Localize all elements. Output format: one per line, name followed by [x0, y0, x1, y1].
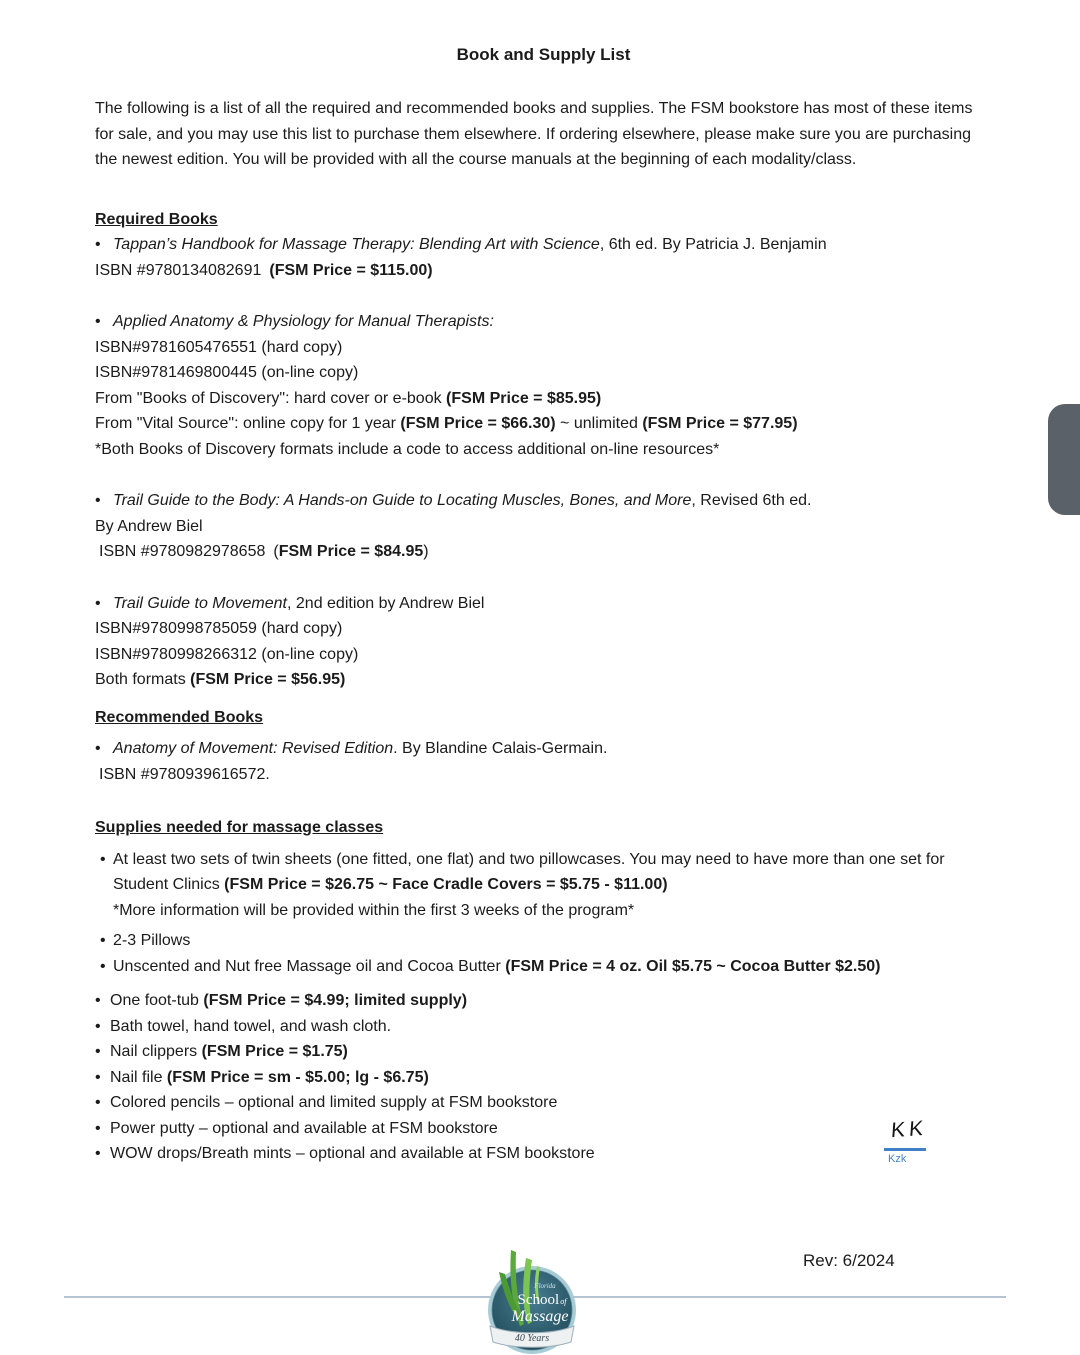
book-entry: [95, 309, 992, 462]
book-title-rest: , Revised 6th ed.: [691, 492, 812, 509]
book-title-line: [95, 591, 992, 617]
vendor-text: ~ unlimited: [555, 415, 643, 432]
document-content: [95, 44, 992, 1167]
bullet-marker: •: [95, 313, 101, 330]
book-title-line: [95, 488, 992, 514]
list-item-foottub: [95, 988, 992, 1014]
price-text: (FSM Price = $4.99; limited supply): [203, 992, 468, 1009]
book-entry: [95, 232, 992, 283]
book-title-rest: . By Blandine Calais-Germain.: [393, 740, 608, 757]
bullet-marker: •: [95, 1017, 101, 1035]
supply-text: WOW drops/Breath mints – optional and available at FSM bookstore: [110, 1145, 595, 1162]
logo-text-florida: Florida: [534, 1282, 556, 1290]
price-text: (FSM Price = $1.75): [201, 1043, 348, 1060]
author-line: By Andrew Biel: [95, 517, 203, 535]
price-text: (FSM Price = $77.95): [642, 415, 798, 432]
signature-stamp-label: Kzk: [888, 1152, 907, 1165]
vendor-line: [95, 411, 992, 437]
list-item-pillows: [95, 928, 992, 954]
supply-note: *More information will be provided within the first 3 weeks of the program*: [113, 901, 635, 919]
book-entry: [95, 591, 992, 693]
page-title: Book and Supply List: [456, 45, 631, 64]
isbn-line: [95, 539, 992, 565]
bullet-marker: •: [100, 957, 106, 975]
scrollbar-thumb[interactable]: [1048, 404, 1080, 515]
supply-text: Power putty – optional and available at FSM bookstore: [110, 1119, 498, 1137]
book-title-line: [95, 309, 992, 335]
isbn-text: ISBN #9780134082691: [95, 261, 262, 279]
isbn-line: ISBN#9781605476551 (hard copy): [95, 338, 343, 356]
supply-text: Nail file: [110, 1068, 167, 1086]
book-title-line: [95, 736, 992, 762]
formats-line: [95, 667, 992, 693]
logo-text-years: 40 Years: [514, 1333, 550, 1344]
list-item-pencils: [95, 1090, 992, 1116]
bullet-marker: •: [100, 932, 106, 949]
book-entry: [95, 736, 992, 787]
price-text: (FSM Price = $56.95): [190, 671, 346, 688]
isbn-text: ISBN #9780982978658: [99, 543, 266, 560]
bullet-marker: •: [95, 1145, 101, 1162]
revision-label: Rev: 6/2024: [803, 1251, 895, 1270]
book-title-line: [95, 232, 992, 258]
bullet-marker: •: [95, 1068, 101, 1086]
book-entry: [95, 488, 992, 565]
supply-text: Nail clippers: [110, 1043, 202, 1060]
list-item-nailfile: [95, 1065, 992, 1091]
bullet-marker: •: [100, 850, 106, 868]
supplies-heading: Supplies needed for massage classes: [95, 819, 384, 836]
bullet-marker: •: [95, 1043, 101, 1060]
logo-text-massage: Massage: [511, 1308, 569, 1325]
supply-text: Bath towel, hand towel, and wash cloth.: [110, 1017, 392, 1035]
vendor-text: From "Books of Discovery": hard cover or e-book: [95, 389, 447, 407]
price-text: (FSM Price = $85.95): [446, 389, 602, 407]
recommended-books-heading: Recommended Books: [95, 708, 264, 726]
logo-text-school: Schoolof: [517, 1292, 567, 1308]
intro-paragraph: The following is a list of all the required and recommended books and supplies. The FSM bookstore has most of these items for sale, and you may use this list to purchase them elsewhere. If ordering elsewhere, please make sure you are purchasing the newest edition. You will be provided with all the course manuals at the beginning of each modality/class.: [95, 100, 973, 168]
list-item-sheets: [95, 847, 992, 924]
price-open: (: [273, 543, 279, 560]
isbn-line: [95, 258, 992, 284]
list-item-putty: [95, 1116, 992, 1142]
book-title: Anatomy of Movement: Revised Edition: [113, 740, 394, 757]
list-item-clippers: [95, 1039, 992, 1065]
bullet-marker: •: [95, 740, 101, 757]
list-item-wow: [95, 1141, 992, 1167]
price-text: (FSM Price = 4 oz. Oil $5.75 ~ Cocoa Butter $2.50): [505, 957, 881, 975]
isbn-line: ISBN#9780998785059 (hard copy): [95, 620, 343, 637]
vendor-text: From "Vital Source": online copy for 1 year: [95, 415, 401, 432]
book-title: Applied Anatomy & Physiology for Manual Therapists:: [113, 313, 494, 330]
supplies-group-2: [95, 988, 992, 1167]
price-text: (FSM Price = $66.30): [400, 415, 556, 432]
school-logo-icon: [482, 1246, 582, 1355]
list-item-towels: [95, 1014, 992, 1040]
isbn-line: ISBN #9780939616572.: [99, 765, 270, 783]
isbn-line: ISBN#9781469800445 (on-line copy): [95, 364, 359, 381]
signature-underline: [884, 1148, 926, 1151]
supply-text: One foot-tub: [110, 992, 204, 1009]
supply-text: Unscented and Nut free Massage oil and Cocoa Butter: [113, 957, 506, 975]
supply-text: Colored pencils – optional and limited supply at FSM bookstore: [110, 1094, 558, 1111]
bullet-marker: •: [95, 492, 101, 509]
bullet-marker: •: [95, 1094, 101, 1111]
vendor-line: [95, 386, 992, 412]
signature-initials: KK: [890, 1116, 928, 1143]
bullet-marker: •: [95, 594, 101, 612]
price-text: (FSM Price = $26.75 ~ Face Cradle Covers = $5.75 - $11.00): [224, 876, 668, 893]
supply-text: 2-3 Pillows: [113, 932, 191, 949]
supply-text: At least two sets of twin sheets (one fitted, one flat) and two pillowcases. You may need to have more than one set for Student Clinics: [113, 850, 945, 893]
book-title: Tappan’s Handbook for Massage Therapy: Blending Art with Science: [113, 236, 600, 253]
book-title: Trail Guide to the Body: A Hands-on Guide to Locating Muscles, Bones, and More: [113, 492, 692, 509]
isbn-line: ISBN#9780998266312 (on-line copy): [95, 645, 359, 663]
price-close: ): [423, 543, 429, 560]
price-text: (FSM Price = sm - $5.00; lg - $6.75): [166, 1068, 429, 1086]
book-title: Trail Guide to Movement: [113, 594, 287, 612]
book-title-rest: , 2nd edition by Andrew Biel: [287, 594, 485, 612]
footnote-line: *Both Books of Discovery formats include a code to access additional on-line resources*: [95, 440, 720, 458]
bullet-marker: •: [95, 236, 101, 253]
required-books-heading: Required Books: [95, 210, 218, 228]
price-text: (FSM Price = $115.00): [269, 261, 433, 279]
bullet-marker: •: [95, 992, 101, 1009]
price-text: FSM Price = $84.95: [278, 543, 424, 560]
list-item-oil: [95, 954, 992, 980]
bullet-marker: •: [95, 1119, 101, 1137]
initials-stamp[interactable]: [884, 1118, 940, 1166]
formats-text: Both formats: [95, 671, 191, 688]
book-title-rest: , 6th ed. By Patricia J. Benjamin: [599, 236, 827, 253]
